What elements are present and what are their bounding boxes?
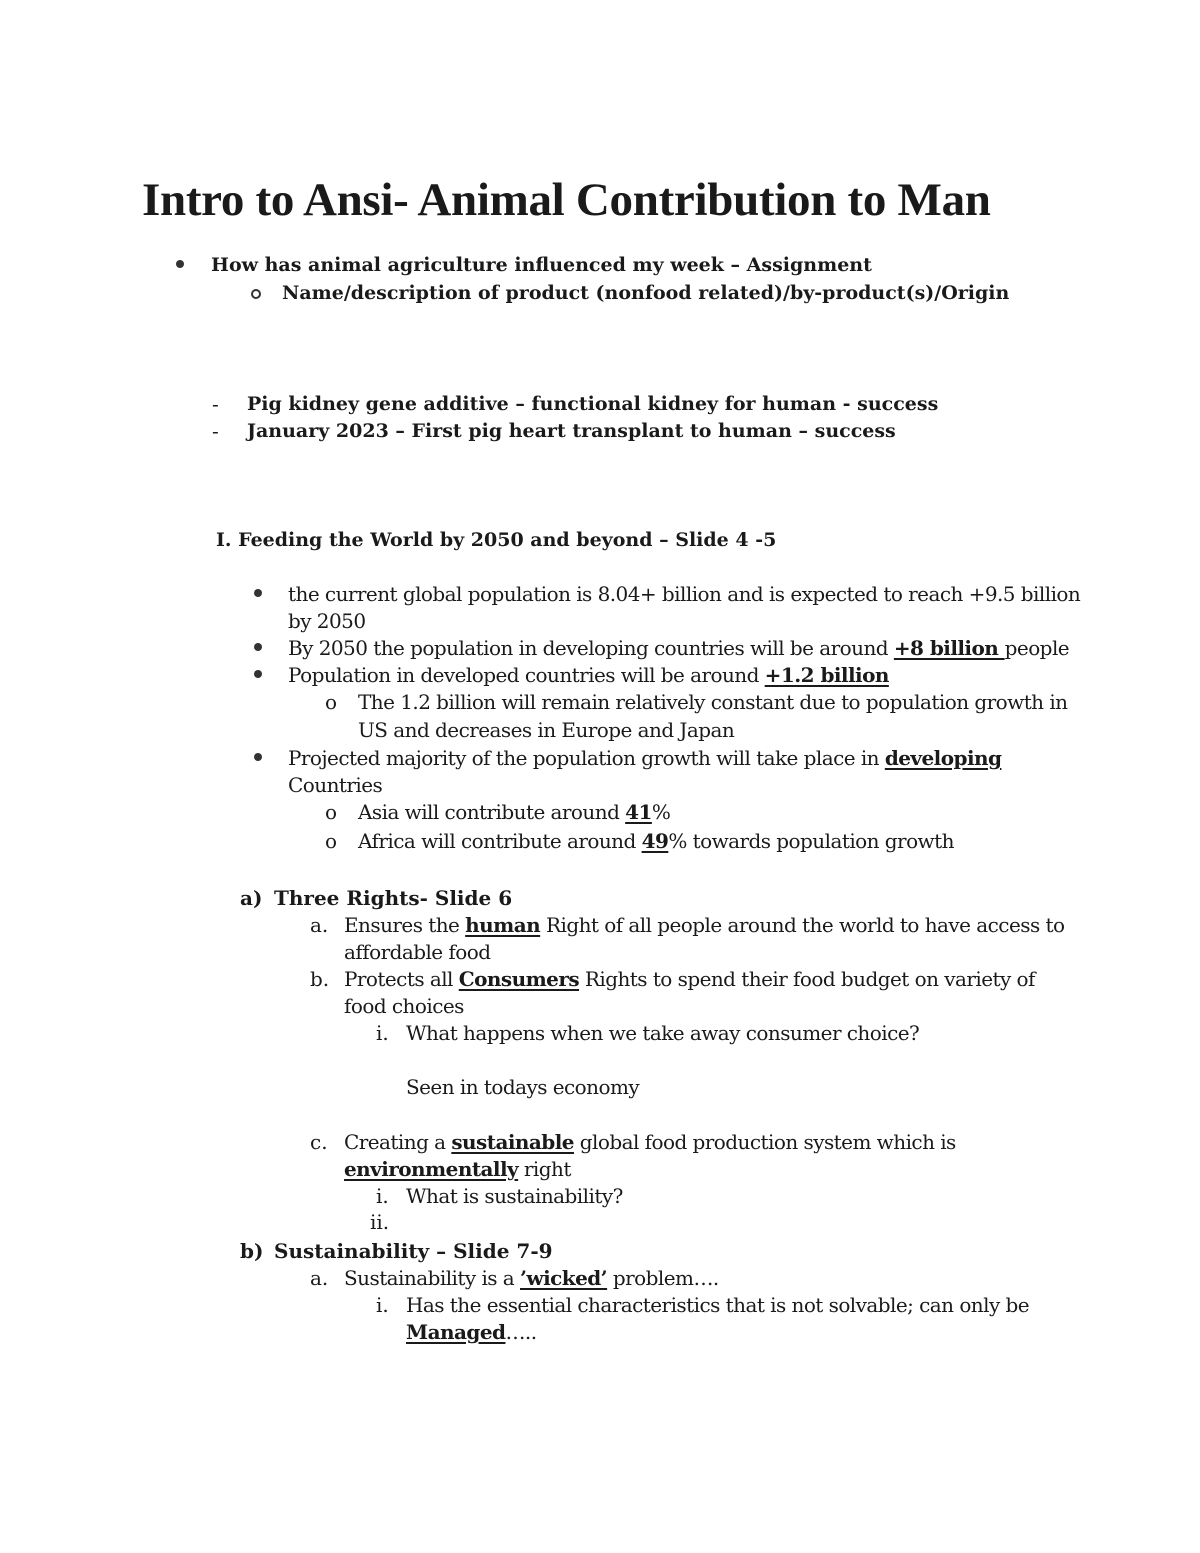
emphasis: 49	[641, 829, 669, 853]
document-title: Intro to Ansi- Animal Contribution to Man	[142, 174, 991, 226]
bullet-text: the current global population is 8.04+ billion and is expected to reach +9.5 billion	[288, 582, 1081, 606]
assignment-heading: How has animal agriculture influenced my week – Assignment	[211, 254, 872, 276]
bullet-text: Projected majority of the population growth will take place in developing	[288, 746, 1002, 770]
bullet-dot-icon	[254, 643, 262, 651]
list-text: Creating a sustainable global food production system which is	[344, 1130, 956, 1154]
list-marker: ii.	[370, 1210, 390, 1234]
list-text: What happens when we take away consumer choice?	[406, 1021, 920, 1045]
list-marker: i.	[376, 1184, 389, 1208]
sub-bullet-text-cont: US and decreases in Europe and Japan	[358, 718, 735, 742]
emphasis: Managed	[406, 1320, 506, 1344]
list-text: Has the essential characteristics that is not solvable; can only be	[406, 1293, 1030, 1317]
list-text: Protects all Consumers Rights to spend their food budget on variety of	[344, 967, 1035, 991]
bullet-dot-icon	[176, 260, 184, 268]
list-marker: a.	[310, 1266, 329, 1290]
list-marker: b)	[240, 1239, 264, 1263]
emphasis: developing	[884, 746, 1002, 770]
bullet-text: By 2050 the population in developing countries will be around +8 billion people	[288, 636, 1070, 660]
bullet-text-cont: by 2050	[288, 609, 366, 633]
sub-bullet-text: Asia will contribute around 41%	[358, 800, 671, 824]
list-marker: i.	[376, 1021, 389, 1045]
list-text-cont: food choices	[344, 994, 464, 1018]
emphasis: Consumers	[458, 967, 580, 991]
list-text: Ensures the human Right of all people around the world to have access to	[344, 913, 1065, 937]
list-marker: c.	[310, 1130, 328, 1154]
list-text-cont: environmentally right	[344, 1157, 571, 1181]
dash-marker: -	[212, 392, 219, 416]
list-text-cont: affordable food	[344, 940, 491, 964]
sub-bullet-text: Africa will contribute around 49% towards population growth	[358, 829, 954, 853]
bullet-dot-icon	[254, 589, 262, 597]
bullet-dot-icon	[254, 670, 262, 678]
sub-marker: o	[325, 829, 338, 853]
bullet-ring-icon	[251, 289, 261, 299]
sub-marker: o	[325, 800, 338, 824]
sub-marker: o	[325, 690, 338, 714]
note-text: Seen in todays economy	[406, 1075, 640, 1099]
emphasis: +1.2 billion	[764, 663, 889, 687]
sub-bullet-text: The 1.2 billion will remain relatively constant due to population growth in	[358, 690, 1068, 714]
emphasis: sustainable	[451, 1130, 574, 1154]
list-text: Sustainability is a ’wicked’ problem….	[344, 1266, 719, 1290]
dash-marker: -	[212, 419, 219, 443]
bullet-dot-icon	[254, 753, 262, 761]
list-marker: a.	[310, 913, 329, 937]
bullet-text-cont: Countries	[288, 773, 383, 797]
section-heading: I. Feeding the World by 2050 and beyond – Slide 4 -5	[216, 529, 777, 551]
assignment-subitem: Name/description of product (nonfood related)/by-product(s)/Origin	[282, 282, 1010, 304]
emphasis: human	[465, 913, 541, 937]
news-item: Pig kidney gene additive – functional kidney for human - success	[247, 393, 939, 415]
list-text-cont: Managed…..	[406, 1320, 537, 1344]
list-marker: b.	[310, 967, 330, 991]
news-item: January 2023 – First pig heart transplant to human – success	[247, 420, 896, 442]
emphasis: ’wicked’	[520, 1266, 608, 1290]
subsection-heading: Three Rights- Slide 6	[274, 886, 513, 910]
emphasis: +8 billion	[893, 636, 1005, 660]
emphasis: 41	[625, 800, 652, 824]
emphasis: environmentally	[344, 1157, 519, 1181]
list-text: What is sustainability?	[406, 1184, 623, 1208]
bullet-text: Population in developed countries will be around +1.2 billion	[288, 663, 889, 687]
subsection-heading: Sustainability – Slide 7-9	[274, 1239, 553, 1263]
list-marker: i.	[376, 1293, 389, 1317]
list-marker: a)	[240, 886, 263, 910]
